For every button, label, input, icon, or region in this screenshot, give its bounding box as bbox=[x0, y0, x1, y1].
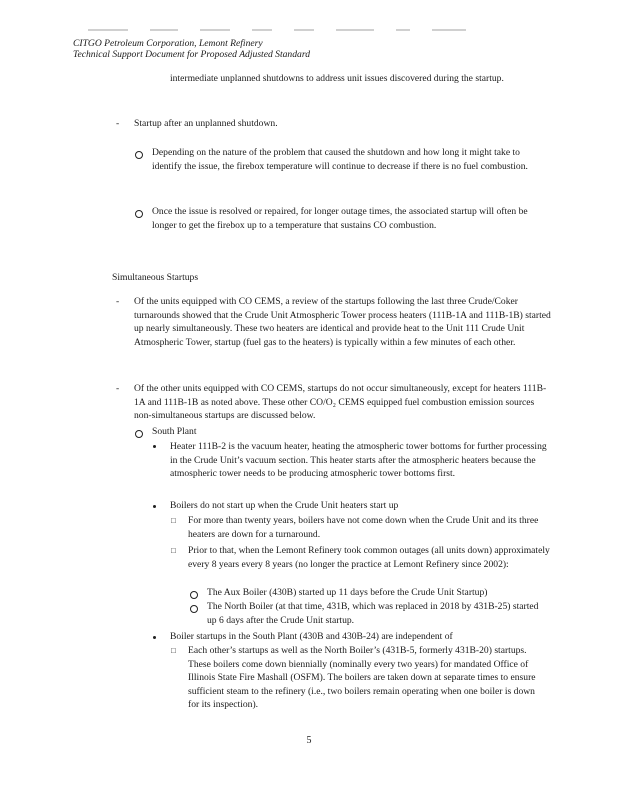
circle-bullet-icon bbox=[135, 151, 143, 159]
square-bullet-icon: □ bbox=[171, 516, 176, 525]
dash-bullet: - bbox=[116, 118, 120, 129]
once-resolved-item: Once the issue is resolved or repaired, for longer outage times, the associated startup will often be longer to get the firebox up to a temperature that sustains CO combustion. bbox=[152, 206, 528, 231]
boilers-no-start-item: Boilers do not start up when the Crude Unit heaters start up bbox=[170, 500, 399, 511]
square-bullet-icon: □ bbox=[171, 546, 176, 555]
dot-bullet-icon bbox=[153, 636, 156, 639]
of-units-item: Of the units equipped with CO CEMS, a review of the startups following the last three Crude/Coker turnarounds showed that the Crude Unit Atmospheric Tower process heaters (111B-1A and 111B-1B) started up nearly simultaneously. These two heaters are identical and provide heat to the Unit 111 Crude Unit Atmospheric Tower, startup (fuel gas to the heaters) is typically within a few minutes of each other. bbox=[134, 296, 551, 348]
south-plant-label: South Plant bbox=[152, 426, 197, 437]
circle-bullet-icon bbox=[190, 591, 198, 599]
header-company: CITGO Petroleum Corporation, Lemont Refinery bbox=[73, 38, 263, 49]
other-units-item: Of the other units equipped with CO CEMS, startups do not occur simultaneously, except for heaters 111B-1A and 111B-1B as noted above. These other CO/O₂ CEMS equipped fuel combustion emission sources non-simultaneous startups are discussed below. bbox=[134, 383, 547, 421]
circle-bullet-icon bbox=[135, 430, 143, 438]
north-boiler-item: The North Boiler (at that time, 431B, which was replaced in 2018 by 431B-25) started up 6 days after the Crude Unit startup. bbox=[207, 601, 539, 626]
circle-bullet-icon bbox=[135, 210, 143, 218]
header-document-title: Technical Support Document for Proposed Adjusted Standard bbox=[73, 49, 310, 60]
each-others-startups-item: Each other’s startups as well as the North Boiler’s (431B-5, formerly 431B-20) startups. These boilers come down biennially (nominally every two years) for mandated Office of Illinois State Fire Mashall (OSFM). The boilers are taken down at separate times to ensure sufficient steam to the refinery (i.e., two boilers remain operating when one boiler is down for its inspection). bbox=[188, 645, 536, 710]
startup-unplanned-item: Startup after an unplanned shutdown. bbox=[134, 118, 278, 129]
depending-item: Depending on the nature of the problem that caused the shutdown and how long it might take to identify the issue, the firebox temperature will continue to decrease if there is no fuel combustion. bbox=[152, 147, 528, 172]
twenty-years-item: For more than twenty years, boilers have not come down when the Crude Unit and its three heaters are down for a turnaround. bbox=[188, 515, 539, 540]
dash-bullet: - bbox=[116, 296, 120, 307]
dash-bullet: - bbox=[116, 383, 120, 394]
aux-boiler-item: The Aux Boiler (430B) started up 11 days before the Crude Unit Startup) bbox=[207, 587, 488, 598]
prior-common-outages-item: Prior to that, when the Lemont Refinery took common outages (all units down) approximately every 8 years every 8 years (no longer the practice at Lemont Refinery since 2002): bbox=[188, 545, 550, 570]
header-faint-marks bbox=[88, 29, 488, 32]
dot-bullet-icon bbox=[153, 445, 156, 448]
circle-bullet-icon bbox=[190, 605, 198, 613]
page-number: 5 bbox=[306, 735, 312, 746]
heater-111b2-item: Heater 111B-2 is the vacuum heater, heating the atmospheric tower bottoms for further processing in the Crude Unit’s vacuum section. This heater starts after the atmospheric heaters because the atmospheric tower needs to be producing atmospheric tower bottoms first. bbox=[170, 441, 547, 479]
section-heading-simultaneous: Simultaneous Startups bbox=[112, 272, 199, 283]
square-bullet-icon: □ bbox=[171, 646, 176, 655]
boiler-startups-south-item: Boiler startups in the South Plant (430B and 430B-24) are independent of bbox=[170, 631, 453, 642]
dot-bullet-icon bbox=[153, 505, 156, 508]
intro-continuation: intermediate unplanned shutdowns to address unit issues discovered during the startup. bbox=[170, 73, 504, 84]
